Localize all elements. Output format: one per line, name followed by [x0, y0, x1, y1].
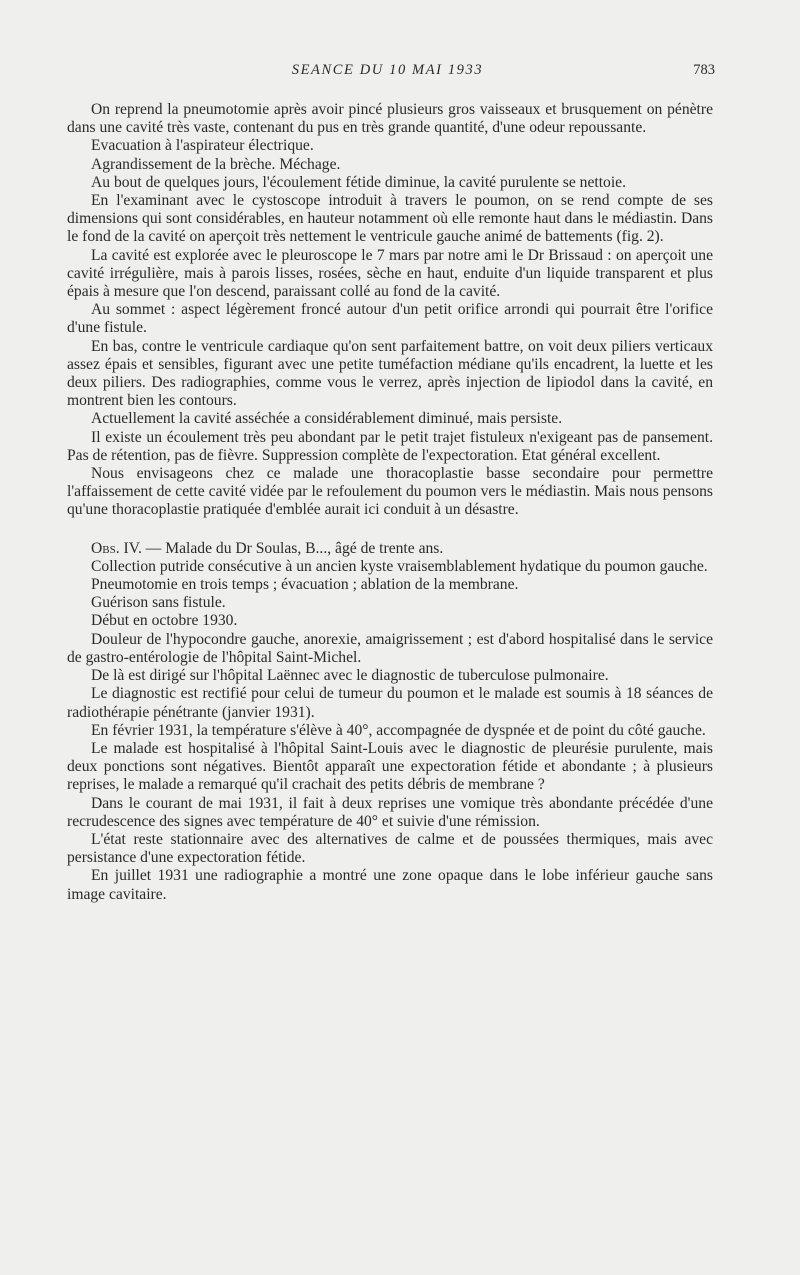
paragraph: De là est dirigé sur l'hôpital Laënnec avec le diagnostic de tuberculose pulmonaire. — [91, 667, 609, 685]
paragraph: En bas, contre le ventricule cardiaque qu'on sent parfaitement battre, on voit deux piliers verticaux assez épais et sensibles, figurant avec une petite tuméfaction médiane qu'ils encadrent, la luette et les deux piliers. Des radiographies, comme vous le verrez, après injection de lipiodol dans la cavité, en montrent bien les contours. — [67, 337, 713, 410]
paragraph: La cavité est explorée avec le pleuroscope le 7 mars par notre ami le Dr Brissaud : on aperçoit une cavité irrégulière, mais à parois lisses, rosées, sèche en haut, enduite d'un liquide transparent et plus épais à mesure que l'on descend, paraissant collé au fond de la cavité. — [67, 246, 713, 301]
paragraph: Le diagnostic est rectifié pour celui de tumeur du poumon et le malade est soumis à 18 séances de radiothérapie pénétrante (janvier 1931). — [67, 685, 713, 721]
paragraph: L'état reste stationnaire avec des alternatives de calme et de poussées thermiques, mais avec persistance d'une expectoration fétide. — [67, 830, 713, 867]
paragraph: Nous envisageons chez ce malade une thoracoplastie basse secondaire pour permettre l'affaissement de cette cavité vidée par le refoulement du poumon vers le médiastin. Mais nous pensons qu'une thoracoplastie pratiquée d'emblée aurait ici conduit à un désastre. — [67, 465, 713, 519]
observation-intro: — Malade du Dr Soulas, B..., âgé de trente ans. — [141, 539, 444, 557]
paragraph: Dans le courant de mai 1931, il fait à deux reprises une vomique très abondante précédée d'une recrudescence des signes avec température de 40° et suivie d'une rémission. — [67, 794, 713, 830]
paragraph: On reprend la pneumotomie après avoir pincé plusieurs gros vaisseaux et brusquement on pénètre dans une cavité très vaste, contenant du pus en très grande quantité, d'une odeur repoussante. — [67, 101, 713, 137]
paragraph: Evacuation à l'aspirateur électrique. — [91, 137, 314, 155]
observation-heading — [67, 540, 713, 558]
section-gap — [67, 520, 713, 540]
paragraph: Au sommet : aspect légèrement froncé autour d'un petit orifice arrondi qui pourrait être l'orifice d'une fistule. — [67, 301, 713, 337]
paragraph: En l'examinant avec le cystoscope introduit à travers le poumon, on se rend compte de ses dimensions qui sont considérables, en hauteur notamment où elle remonte haut dans le médiastin. Dans le fond de la cavité on aperçoit très nettement le ventricule gauche animé de battements (fig. 2). — [67, 192, 713, 246]
page-number: 783 — [693, 62, 715, 78]
paragraph: Début en octobre 1930. — [91, 612, 238, 630]
paragraph: Il existe un écoulement très peu abondant par le petit trajet fistuleux n'exigeant pas de pansement. Pas de rétention, pas de fièvre. Suppression complète de l'expectoration. Etat général excellent. — [67, 428, 713, 464]
observation-label: Obs. IV. — [91, 539, 142, 557]
paragraph: Douleur de l'hypocondre gauche, anorexie, amaigrissement ; est d'abord hospitalisé dans le service de gastro-entérologie de l'hôpital Saint-Michel. — [67, 630, 713, 666]
paragraph: Le malade est hospitalisé à l'hôpital Saint-Louis avec le diagnostic de pleurésie purulente, mais deux ponctions sont négatives. Bientôt apparaît une expectoration fétide et abondante ; à plusieurs reprises, le malade a remarqué qu'il crachait des petits débris de membrane ? — [67, 739, 713, 794]
paragraph: En juillet 1931 une radiographie a montré une zone opaque dans le lobe inférieur gauche sans image cavitaire. — [67, 867, 713, 903]
paragraph: En février 1931, la température s'élève à 40°, accompagnée de dyspnée et de point du côté gauche. — [91, 721, 706, 739]
paragraph: Guérison sans fistule. — [91, 594, 226, 612]
paragraph: Collection putride consécutive à un ancien kyste vraisemblablement hydatique du poumon gauche. — [91, 557, 708, 575]
paragraph: Pneumotomie en trois temps ; évacuation ; ablation de la membrane. — [91, 576, 519, 594]
body-text — [67, 101, 713, 904]
paragraph: Agrandissement de la brèche. Méchage. — [91, 155, 341, 173]
paragraph: Actuellement la cavité asséchée a considérablement diminué, mais persiste. — [91, 410, 563, 428]
page-header — [60, 62, 715, 84]
paragraph: Au bout de quelques jours, l'écoulement fétide diminue, la cavité purulente se nettoie. — [91, 173, 626, 191]
running-title: SEANCE DU 10 MAI 1933 — [291, 62, 484, 78]
